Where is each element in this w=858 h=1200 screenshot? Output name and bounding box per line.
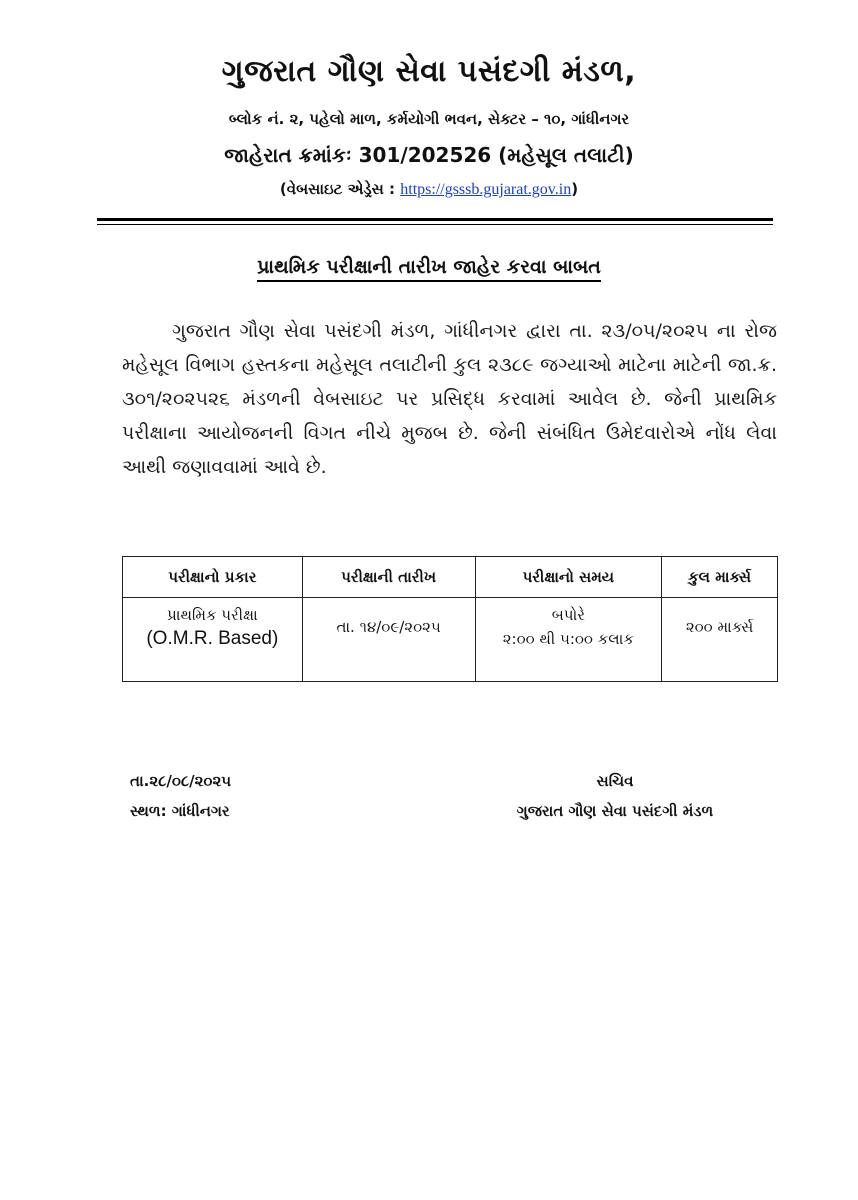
org-title: ગુજરાત ગૌણ સેવા પસંદગી મંડળ, [221, 54, 637, 89]
advertisement-number [0, 143, 858, 167]
website-link[interactable]: https://gsssb.gujarat.gov.in [400, 181, 572, 198]
body-paragraph: ગુજરાત ગૌણ સેવા પસંદગી મંડળ, ગાંધીનગર દ્વારા તા. ૨૩/૦૫/૨૦૨૫ ના રોજ મહેસૂલ વિભાગ હસ્તકના મહેસૂલ તલાટીની કુલ ૨૩૮૯ જગ્યાઓ માટેના માટેની જા.ક્ર. ૩૦૧/૨૦૨૫૨૬ મંડળની વેબસાઇટ પર પ્રસિદ્ધ કરવામાં આવેલ છે. જેની પ્રાથમિક પરીક્ષાના આયોજનની વિગત નીચે મુજબ છે. જેની સંબંધિત ઉમેદવારોએ નોંધ લેવા આથી જણાવવામાં આવે છે. [122, 320, 777, 478]
exam-type-mode: (O.M.R. Based) [146, 628, 279, 649]
exam-date: તા. ૧૪/૦૯/૨૦૨૫ [336, 618, 441, 636]
header-exam-date: પરીક્ષાની તારીખ [302, 557, 475, 598]
cell-total-marks [662, 598, 778, 682]
advt-post: (મહેસૂલ તલાટી) [491, 143, 634, 167]
header-divider-thick [97, 218, 773, 221]
org-address: બ્લોક નં. ૨, પહેલો માળ, કર્મયોગી ભવન, સેક્ટર – ૧૦, ગાંધીનગર [228, 110, 630, 128]
advt-prefix: જાહેરાત ક્રમાંકઃ [224, 143, 359, 167]
table-header-row [123, 557, 778, 598]
exam-time-session: બપોરે [551, 606, 585, 624]
issue-place: સ્થળ: ગાંધીનગર [130, 802, 230, 820]
header-divider-thin [97, 224, 773, 225]
signatory-org: ગુજરાત ગૌણ સેવા પસંદગી મંડળ [516, 802, 714, 820]
exam-type-name: પ્રાથમિક પરીક્ષા [167, 606, 258, 624]
issue-date: તા.૨૮/૦૮/૨૦૨૫ [130, 772, 232, 790]
subject-text: પ્રાથમિક પરીક્ષાની તારીખ જાહેર કરવા બાબત [257, 256, 601, 282]
website-line [0, 180, 858, 199]
header-exam-type: પરીક્ષાનો પ્રકાર [123, 557, 303, 598]
header-total-marks: કુલ માર્ક્સ [662, 557, 778, 598]
website-label: (વેબસાઇટ એડ્રેસ : [279, 180, 401, 198]
header-exam-time: પરીક્ષાનો સમય [475, 557, 662, 598]
cell-exam-time [475, 598, 662, 682]
advt-number: 301/202526 [358, 143, 492, 167]
total-marks: ૨૦૦ માર્ક્સ [685, 618, 754, 636]
table-row [123, 598, 778, 682]
subject-heading [0, 256, 858, 278]
website-close: ) [571, 180, 579, 198]
exam-schedule-table [122, 556, 778, 682]
cell-exam-type [123, 598, 303, 682]
exam-time-range: ૨:૦૦ થી ૫:૦૦ કલાક [502, 630, 634, 648]
signatory-designation: સચિવ [596, 772, 634, 790]
cell-exam-date [302, 598, 475, 682]
